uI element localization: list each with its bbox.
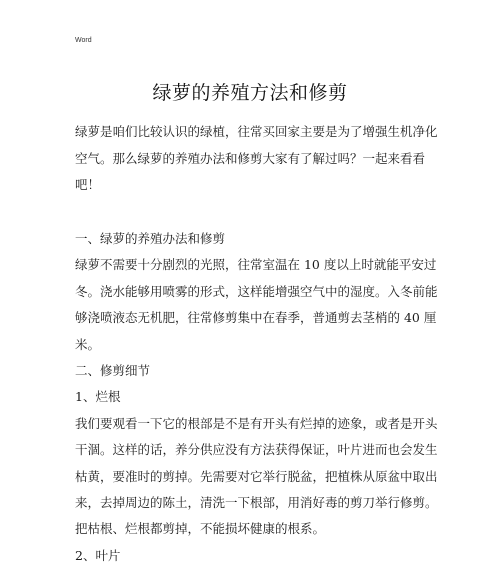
sub1-line: 枯黄，要准时的剪掉。先需要对它举行脱盆，把植株从原盆中取出 [75, 469, 438, 484]
intro-line: 空气。那么绿萝的养殖办法和修剪大家有了解过吗？一起来看看 [75, 151, 426, 166]
section1-line: 绿萝不需要十分剧烈的光照，往常室温在 10 度以上时就能平安过 [75, 257, 437, 272]
section-heading: 二、修剪细节 [75, 363, 151, 378]
sub1-line: 干涸。这样的话，养分供应没有方法获得保证，叶片进而也会发生 [75, 442, 438, 457]
sub1-line: 来，去掉周边的陈土，清洗一下根部，用消好毒的剪刀举行修剪。 [75, 495, 438, 510]
subsection-heading: 1、烂根 [75, 389, 121, 404]
section1-line: 米。 [75, 337, 101, 352]
section1-line: 冬。浇水能够用喷雾的形式，这样能增强空气中的湿度。入冬前能 [75, 284, 438, 299]
section-heading: 一、绿萝的养殖办法和修剪 [75, 231, 226, 246]
document-title: 绿萝的养殖方法和修剪 [152, 82, 348, 104]
intro-line: 绿萝是咱们比较认识的绿植，往常买回家主要是为了增强生机净化 [75, 124, 438, 139]
sub1-line: 我们要观看一下它的根部是不是有开头有烂掉的迹象，或者是开头 [75, 416, 438, 431]
word-app-label: Word [75, 37, 92, 44]
section1-line: 够浇喷液态无机肥，往常修剪集中在春季，普通剪去茎梢的 40 厘 [75, 310, 437, 325]
intro-line: 吧！ [75, 177, 101, 192]
subsection-heading: 2、叶片 [75, 548, 121, 563]
sub1-line: 把枯根、烂根都剪掉，不能损坏健康的根系。 [75, 521, 326, 536]
